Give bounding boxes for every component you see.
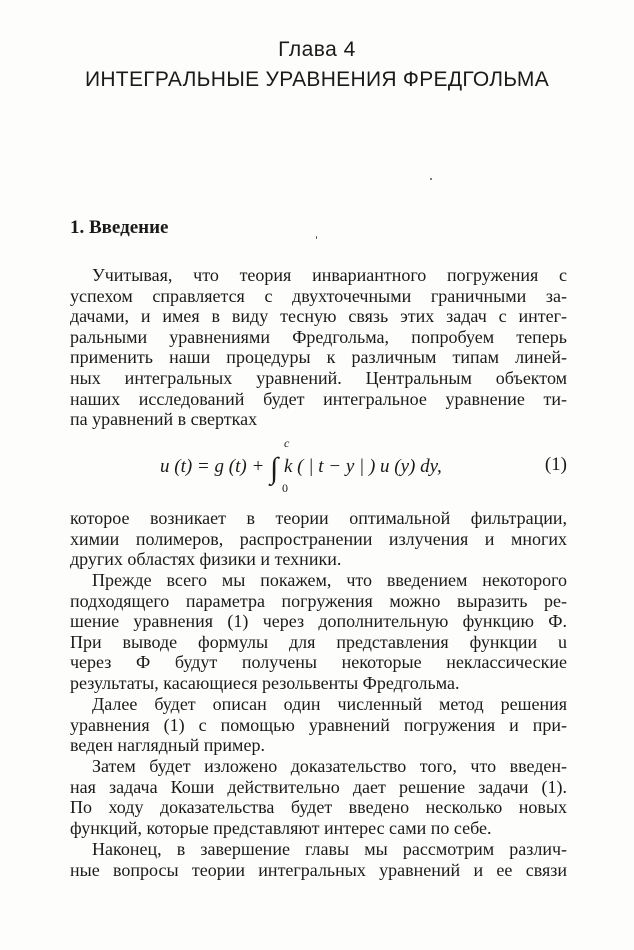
equation-1: [70, 436, 567, 496]
text-line: дачами, и имея в виду тесную связь этих задач с интег-: [70, 306, 567, 327]
text-line: ральными уравнениями Фредгольма, попробуем теперь: [70, 326, 567, 347]
text-line: веден наглядный пример.: [70, 735, 265, 756]
paragraph-applications: [70, 508, 567, 570]
integral-lower-limit: 0: [282, 481, 288, 495]
text-line: Прежде всего мы покажем, что введением некоторого: [92, 570, 567, 590]
text-line: подходящего параметра погружения можно выразить ре-: [70, 590, 567, 611]
equation-lhs: u (t) = g (t) +: [160, 456, 265, 477]
text-line: Далее будет описан один численный метод решения: [92, 694, 567, 714]
paragraph-intro: [70, 265, 567, 430]
text-line: При выводе формулы для представления функции u: [70, 631, 567, 652]
text-line: ная задача Коши действительно дает решение задачи (1).: [70, 776, 567, 797]
paragraph-proof: [70, 756, 567, 838]
text-line: По ходу доказательства будет введено несколько новых: [70, 797, 567, 818]
scan-speck: [430, 178, 432, 180]
text-line: через Ф будут получены некоторые неклассические: [70, 652, 567, 673]
integral-upper-limit: c: [284, 436, 290, 450]
integral-sign: ∫: [270, 452, 279, 485]
section-title: 1. Введение: [70, 217, 169, 238]
text-line: наших исследований будет интегральное уравнение ти-: [70, 388, 567, 409]
text-line: других областях физики и техники.: [70, 549, 342, 570]
text-line: результаты, касающиеся резольвенты Фредгольма.: [70, 672, 460, 693]
text-line: па уравнений в свертках: [70, 409, 258, 430]
chapter-title: ИНТЕГРАЛЬНЫЕ УРАВНЕНИЯ ФРЕДГОЛЬМА: [84, 68, 550, 91]
paragraph-conclusion: [70, 839, 567, 880]
scan-speck: [316, 236, 317, 239]
text-line: Наконец, в завершение главы мы рассмотрим различ-: [92, 839, 567, 859]
text-line: шение уравнения (1) через дополнительную функцию Ф.: [70, 611, 567, 632]
text-line: успехом справляется с двухточечными граничными за-: [70, 285, 567, 306]
text-line: ных интегральных уравнений. Центральным объектом: [70, 367, 567, 388]
text-line: ные вопросы теории интегральных уравнений и ее связи: [70, 859, 567, 880]
text-line: уравнения (1) с помощью уравнений погружения и при-: [70, 714, 567, 735]
text-line: Учитывая, что теория инвариантного погружения с: [92, 265, 567, 285]
equation-integrand: k ( | t − y | ) u (y) dy,: [283, 456, 442, 477]
text-line: функций, которые представляют интерес сами по себе.: [70, 817, 492, 838]
equation-number: (1): [544, 454, 567, 475]
text-line: Затем будет изложено доказательство того, что введен-: [92, 756, 567, 776]
chapter-number: Глава 4: [278, 38, 356, 61]
text-line: химии полимеров, распространении излучения и многих: [70, 528, 567, 549]
paragraph-numerical: [70, 694, 567, 756]
equation-expression: [160, 452, 442, 486]
text-line: применить наши процедуры к различным типам линей-: [70, 347, 567, 368]
text-line: которое возникает в теории оптимальной фильтрации,: [70, 508, 567, 528]
paragraph-representation: [70, 570, 567, 694]
